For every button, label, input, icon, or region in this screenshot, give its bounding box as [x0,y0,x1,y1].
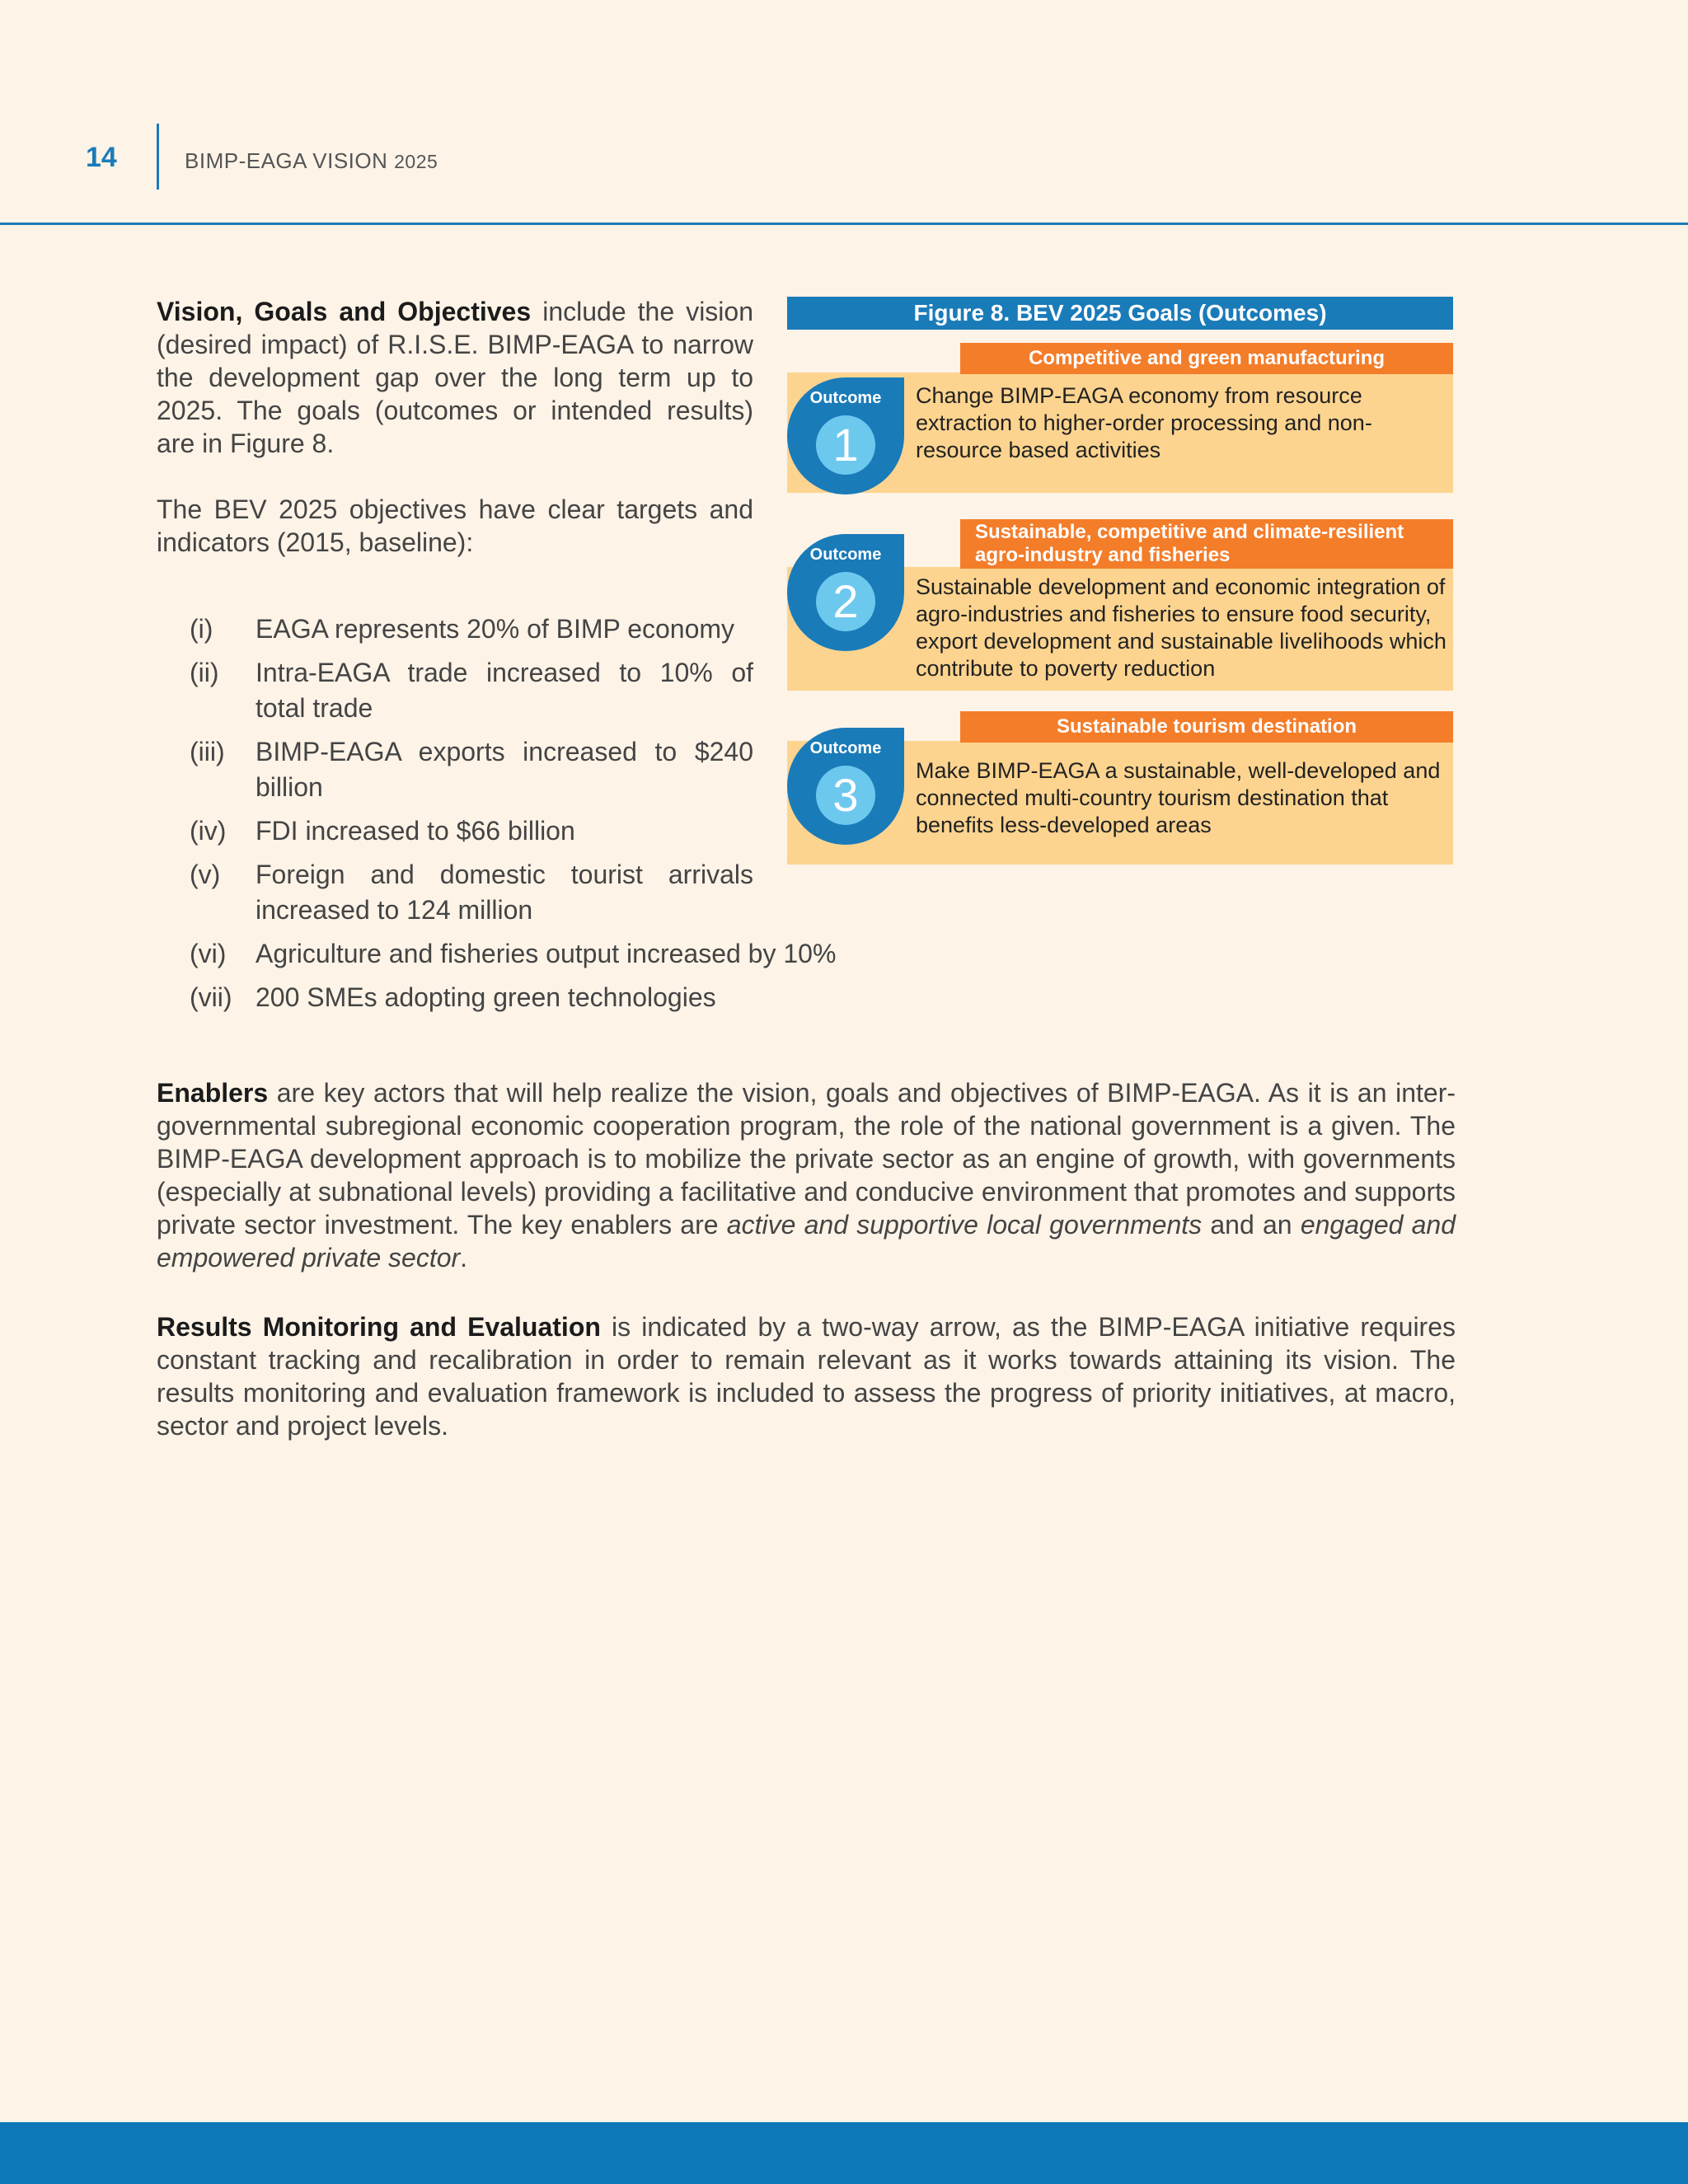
list-item-text: EAGA represents 20% of BIMP economy [256,614,735,644]
outcome-description: Make BIMP-EAGA a sustainable, well-developed and connected multi-country tourism destination that benefits less-developed areas [916,758,1441,837]
enablers-text-3: . [460,1243,468,1272]
outcome-tag: Sustainable, competitive and climate-resilient agro-industry and fisheries [960,519,1453,569]
outcome-3 [787,711,1453,868]
running-title [185,148,438,174]
figure-8 [787,297,1453,837]
outcome-label: Outcome [809,389,882,407]
outcome-2 [787,519,1453,692]
enablers-text-1: are key actors that will help realize the vision, goals and objectives of BIMP-EAGA. As it is an inter-governmental subregional economic cooperation program, the role of the national government is a given. The BIMP-EAGA development approach is to mobilize the private sector as an engine of growth, with governments (especially at subnational levels) providing a facilitative and conducive environment that promotes and supports private sector investment. The key enablers are [157,1078,1456,1240]
outcome-tag: Competitive and green manufacturing [960,343,1453,374]
running-title-year: 2025 [394,151,438,172]
outcome-description: Sustainable development and economic integration of agro-industries and fisheries to ensure food security, export development and sustainable livelihoods which contribute to poverty reduction [916,574,1447,681]
list-item-number: (vii) [190,982,232,1012]
outcome-number: 3 [816,766,875,825]
footer-bar [0,2122,1688,2184]
list-item-text: BIMP-EAGA exports increased to $240 billion [256,737,753,802]
enablers-italic-2: engaged and empowered private sector [157,1210,1456,1272]
enablers-paragraph [157,1076,1456,1274]
outcome-label: Outcome [809,739,882,757]
running-title-text: BIMP-EAGA VISION [185,148,388,173]
list-item-text: FDI increased to $66 billion [256,816,575,846]
list-item [157,813,865,849]
outcome-number: 2 [816,572,875,631]
enablers-italic-1: active and supportive local governments [726,1210,1203,1240]
outcome-1 [787,343,1453,499]
list-item [157,857,865,928]
intro-paragraph-1 [157,295,753,460]
list-item-text: Agriculture and fisheries output increased by 10% [256,939,837,968]
list-item [157,980,865,1015]
page-header [0,0,1688,224]
list-item-number: (vi) [190,939,227,968]
monitoring-text: is indicated by a two-way arrow, as the BIMP-EAGA initiative requires constant tracking and recalibration in order to remain relevant as it works towards attaining its vision. The results monitoring and evaluation framework is included to assess the progress of priority initiatives, at macro, sector and project levels. [157,1312,1456,1441]
list-item-number: (v) [190,860,221,889]
monitoring-lead: Results Monitoring and Evaluation [157,1312,601,1342]
outcome-label: Outcome [809,546,882,564]
header-divider [157,124,159,190]
intro-section [157,295,753,592]
list-item-number: (iii) [190,737,225,766]
outcome-description: Change BIMP-EAGA economy from resource extraction to higher-order processing and non-resource based activities [916,383,1372,462]
outcome-tag: Sustainable tourism destination [960,711,1453,743]
intro-lead: Vision, Goals and Objectives [157,297,532,326]
list-item-text: Foreign and domestic tourist arrivals increased to 124 million [256,860,753,925]
list-item [157,655,865,726]
list-item-number: (ii) [190,658,219,687]
list-item-text: Intra-EAGA trade increased to 10% of total trade [256,658,753,723]
list-item [157,936,865,972]
monitoring-paragraph [157,1310,1456,1442]
intro-p1-text: include the vision (desired impact) of R.I.S.E. BIMP-EAGA to narrow the development gap over the long term up to 2025. The goals (outcomes or intended results) are in Figure 8. [157,297,754,458]
page-number: 14 [86,142,117,173]
header-rule [0,223,1688,225]
enablers-lead: Enablers [157,1078,269,1108]
intro-paragraph-2: The BEV 2025 objectives have clear targets and indicators (2015, baseline): [157,494,753,557]
enablers-text-2: and an [1202,1210,1301,1240]
outcome-number: 1 [816,415,875,475]
list-item [157,734,865,805]
list-item-text: 200 SMEs adopting green technologies [256,982,716,1012]
list-item-number: (i) [190,614,213,644]
list-item-number: (iv) [190,816,227,846]
list-item [157,612,865,647]
objectives-list [157,612,865,1024]
figure-title: Figure 8. BEV 2025 Goals (Outcomes) [787,297,1453,330]
